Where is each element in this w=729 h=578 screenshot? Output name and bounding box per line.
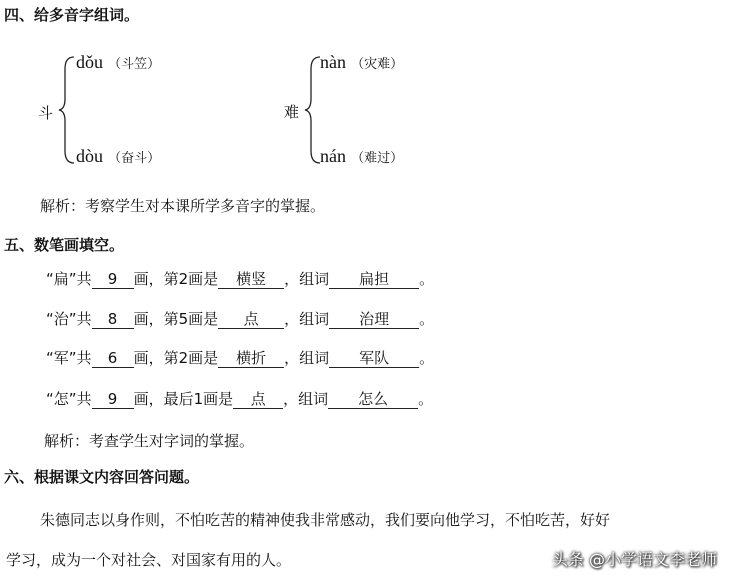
stroke-count: 9 bbox=[92, 390, 134, 409]
watermark: 头条 @小学语文李老师 bbox=[551, 550, 717, 569]
label-end: 。 bbox=[419, 270, 435, 288]
reading-row bbox=[320, 146, 403, 167]
example-word: （斗笠） bbox=[108, 57, 161, 72]
stroke-name: 横折 bbox=[218, 349, 284, 368]
polyphone-char: 斗 bbox=[38, 104, 54, 122]
stroke-position: 第5画是 bbox=[163, 310, 219, 328]
example-word: （奋斗） bbox=[108, 151, 161, 166]
label-end: 。 bbox=[418, 390, 434, 408]
label-end: 。 bbox=[419, 310, 435, 328]
label-hua: 画， bbox=[133, 310, 164, 328]
pinyin: nàn bbox=[320, 52, 346, 72]
section4-heading: 四、给多音字组词。 bbox=[4, 6, 140, 24]
formed-word: 怎么 bbox=[328, 390, 418, 409]
stroke-position: 第2画是 bbox=[163, 270, 219, 288]
stroke-row bbox=[46, 388, 433, 409]
target-char: “治” bbox=[46, 310, 77, 328]
section6-heading: 六、根据课文内容回答问题。 bbox=[4, 468, 200, 486]
label-gong: 共 bbox=[76, 270, 92, 288]
label-zuci: ，组词 bbox=[284, 270, 330, 288]
analysis-text: 解析：考查学生对字词的掌握。 bbox=[44, 432, 255, 450]
stroke-name: 点 bbox=[218, 310, 284, 329]
stroke-row bbox=[46, 308, 434, 329]
answer-line: 学习，成为一个对社会、对国家有用的人。 bbox=[6, 551, 292, 569]
stroke-position: 第2画是 bbox=[163, 349, 219, 367]
pinyin: nán bbox=[320, 146, 346, 166]
target-char: “怎” bbox=[46, 390, 77, 408]
polyphone-char: 难 bbox=[284, 103, 300, 121]
example-word: （难过） bbox=[351, 151, 404, 166]
stroke-row bbox=[46, 347, 434, 368]
label-zuci: ，组词 bbox=[283, 390, 329, 408]
analysis-text: 解析：考察学生对本课所学多音字的掌握。 bbox=[40, 197, 326, 215]
formed-word: 军队 bbox=[329, 349, 419, 368]
stroke-name: 横竖 bbox=[218, 270, 284, 289]
left-brace-icon bbox=[58, 55, 78, 165]
label-gong: 共 bbox=[76, 390, 92, 408]
answer-line: 朱德同志以身作则，不怕吃苦的精神使我非常感动，我们要向他学习，不怕吃苦，好好 bbox=[40, 511, 611, 529]
label-zuci: ，组词 bbox=[284, 310, 330, 328]
formed-word: 治理 bbox=[329, 310, 419, 329]
formed-word: 扁担 bbox=[329, 270, 419, 289]
label-gong: 共 bbox=[76, 310, 92, 328]
stroke-row bbox=[46, 268, 434, 289]
reading-row bbox=[76, 146, 160, 167]
label-end: 。 bbox=[419, 349, 435, 367]
label-zuci: ，组词 bbox=[284, 349, 330, 367]
stroke-position: 最后1画是 bbox=[163, 390, 234, 408]
label-hua: 画， bbox=[133, 270, 164, 288]
section5-heading: 五、数笔画填空。 bbox=[4, 236, 125, 254]
stroke-name: 点 bbox=[233, 390, 283, 409]
label-hua: 画， bbox=[133, 349, 164, 367]
stroke-count: 9 bbox=[92, 270, 134, 289]
example-word: （灾难） bbox=[351, 57, 404, 72]
pinyin: dǒu bbox=[76, 52, 103, 72]
target-char: “扁” bbox=[46, 270, 77, 288]
stroke-count: 6 bbox=[92, 349, 134, 368]
label-hua: 画， bbox=[133, 390, 164, 408]
label-gong: 共 bbox=[76, 349, 92, 367]
reading-row bbox=[76, 52, 160, 73]
pinyin: dòu bbox=[76, 146, 103, 166]
stroke-count: 8 bbox=[92, 310, 134, 329]
reading-row bbox=[320, 52, 403, 73]
target-char: “军” bbox=[46, 349, 77, 367]
